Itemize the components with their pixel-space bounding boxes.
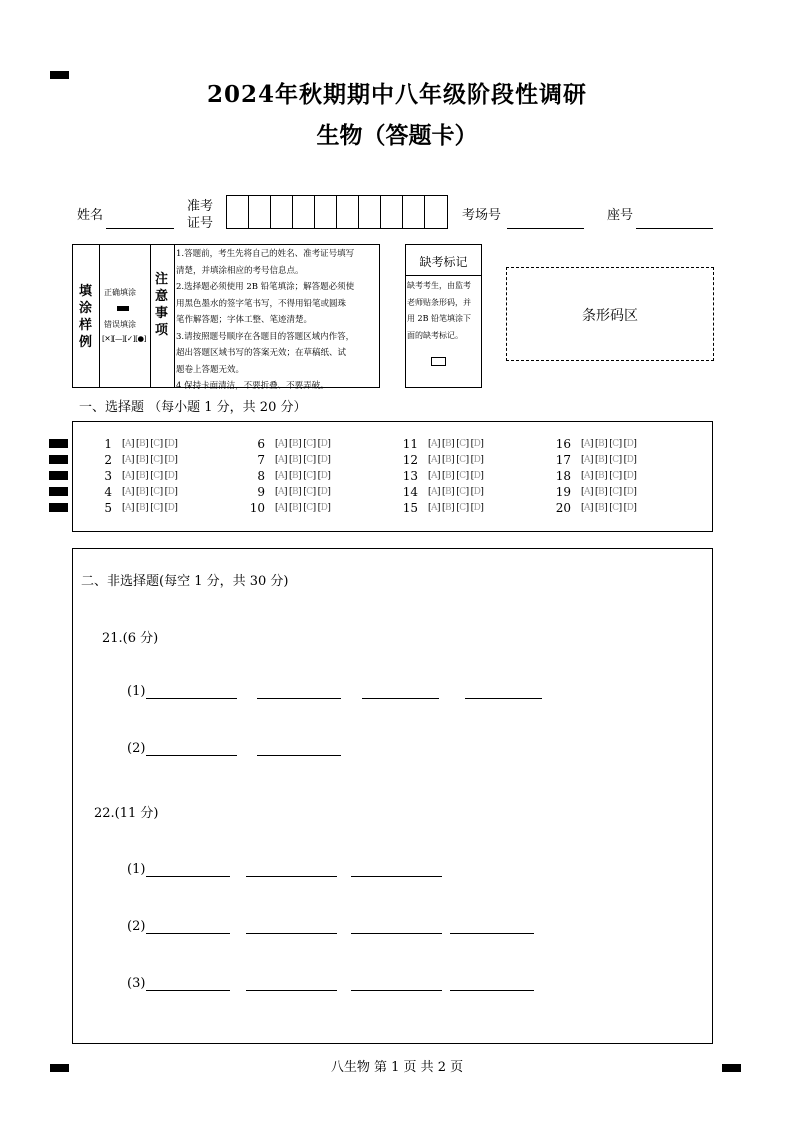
correct-fill-sample [117,306,129,311]
answer-bubble[interactable]: [A] [428,439,441,449]
wrong-fill-sample: [✕][—][✓][●] [102,334,147,343]
page-footer: 八生物 第 1 页 共 2 页 [330,1060,464,1075]
answer-bubble[interactable]: [D] [623,503,637,513]
timing-mark-row-1 [49,439,68,448]
answer-bubble[interactable]: [A] [428,503,441,513]
answer-bubble[interactable]: [A] [581,439,594,449]
question-number: 8 [257,469,265,483]
choice-question-row [243,501,332,515]
q21-1-blank[interactable] [257,698,341,699]
choice-question-row [90,437,179,451]
question-number: 3 [104,469,112,483]
q21-part2-label: (2) [127,741,146,756]
section1-title: 一、选择题 （每小题 1 分，共 20 分） [79,400,307,415]
notice-label: 注 意 事 项 [155,272,169,338]
answer-bubble[interactable]: [D] [623,455,637,465]
choice-question-row [243,437,332,451]
page-title: 2024年秋期期中八年级阶段性调研 [206,81,587,108]
answer-bubble[interactable]: [D] [164,439,178,449]
answer-bubble[interactable]: [A] [428,487,441,497]
answer-bubble[interactable]: [C] [150,455,163,465]
answer-bubble[interactable]: [D] [164,471,178,481]
question-number: 10 [249,501,265,515]
answer-bubble[interactable]: [A] [581,455,594,465]
answer-bubble[interactable]: [B] [442,503,455,513]
choice-question-row [396,437,485,451]
answer-bubble[interactable]: [A] [122,455,135,465]
exam-id-cell[interactable] [315,196,337,228]
q22-1-blank[interactable] [246,876,337,877]
answer-bubble[interactable]: [B] [442,439,455,449]
exam-id-grid[interactable] [226,195,448,229]
answer-bubble[interactable]: [C] [303,471,316,481]
choice-question-row [549,469,638,483]
answer-bubble[interactable]: [D] [317,439,331,449]
answer-bubble[interactable]: [D] [164,455,178,465]
answer-bubble[interactable]: [C] [150,471,163,481]
q22-part3-label: (3) [127,976,146,991]
q21-1-blank[interactable] [362,698,439,699]
choice-question-row [90,453,179,467]
answer-bubble[interactable]: [A] [428,471,441,481]
q22-2-blank[interactable] [146,933,230,934]
q21-2-blank[interactable] [146,755,237,756]
answer-bubble[interactable]: [D] [317,455,331,465]
q22-2-blank[interactable] [351,933,442,934]
correct-fill-label: 正确填涂 [104,288,136,297]
name-field[interactable] [106,228,174,229]
answer-bubble[interactable]: [C] [303,439,316,449]
q21-part1-label: (1) [127,684,146,699]
q22-2-blank[interactable] [246,933,337,934]
question-number: 17 [555,453,571,467]
question-number: 12 [402,453,418,467]
answer-bubble[interactable]: [A] [122,439,135,449]
answer-bubble[interactable]: [A] [122,487,135,497]
exam-id-cell[interactable] [403,196,425,228]
page-subtitle: 生物（答题卡） [316,122,478,149]
name-label: 姓名 [77,208,104,223]
answer-bubble[interactable]: [A] [275,503,288,513]
choice-question-row [243,485,332,499]
answer-bubble[interactable]: [D] [470,471,484,481]
answer-bubble[interactable]: [C] [150,503,163,513]
q21-2-blank[interactable] [257,755,341,756]
choice-question-row [396,453,485,467]
id-label-line2: 证号 [187,216,214,231]
answer-bubble[interactable]: [C] [303,487,316,497]
answer-bubble[interactable]: [B] [289,503,302,513]
choice-question-row [396,501,485,515]
q22-label: 22.(11 分) [94,806,159,821]
q22-part2-label: (2) [127,919,146,934]
question-number: 19 [555,485,571,499]
answer-bubble[interactable]: [A] [428,455,441,465]
answer-bubble[interactable]: [B] [136,487,149,497]
choice-question-row [243,469,332,483]
question-number: 13 [402,469,418,483]
q22-3-blank[interactable] [246,990,337,991]
answer-bubble[interactable]: [D] [470,503,484,513]
answer-bubble[interactable]: [B] [595,487,608,497]
answer-bubble[interactable]: [C] [609,471,622,481]
answer-bubble[interactable]: [D] [164,503,178,513]
q22-2-blank[interactable] [450,933,534,934]
answer-bubble[interactable]: [A] [275,455,288,465]
q22-3-blank[interactable] [450,990,534,991]
answer-bubble[interactable]: [C] [303,455,316,465]
id-label-line1: 准考 [187,199,214,214]
answer-bubble[interactable]: [B] [595,471,608,481]
answer-bubble[interactable]: [D] [470,487,484,497]
question-number: 14 [402,485,418,499]
absent-text: 缺考考生，由监考 老师贴条形码，并 用 2B 铅笔填涂下 面的缺考标记。 [407,281,472,340]
question-number: 11 [402,437,418,451]
question-number: 18 [555,469,571,483]
answer-bubble[interactable]: [D] [470,455,484,465]
timing-mark-row-4 [49,487,68,496]
question-number: 5 [104,501,112,515]
seat-label: 座号 [607,208,634,223]
absent-title: 缺考标记 [419,255,468,269]
q21-label: 21.(6 分) [102,631,159,646]
question-number: 6 [257,437,265,451]
exam-id-cell[interactable] [293,196,315,228]
answer-bubble[interactable]: [D] [623,439,637,449]
fill-example-label: 填 涂 样 例 [79,284,93,350]
answer-bubble[interactable]: [A] [275,471,288,481]
answer-bubble[interactable]: [D] [164,487,178,497]
answer-bubble[interactable]: [D] [623,471,637,481]
answer-bubble[interactable]: [C] [609,455,622,465]
exam-id-cell[interactable] [271,196,293,228]
q21-1-blank[interactable] [465,698,542,699]
answer-bubble[interactable]: [B] [595,503,608,513]
choice-question-row [549,453,638,467]
answer-bubble[interactable]: [C] [456,487,469,497]
seat-field[interactable] [636,228,713,229]
answer-bubble[interactable]: [A] [122,471,135,481]
answer-bubble[interactable]: [C] [456,455,469,465]
exam-id-cell[interactable] [425,196,447,228]
answer-bubble[interactable]: [A] [581,503,594,513]
answer-bubble[interactable]: [B] [136,471,149,481]
instruction-box [72,244,380,391]
answer-bubble[interactable]: [B] [442,487,455,497]
question-number: 15 [402,501,418,515]
question-number: 1 [104,437,112,451]
answer-bubble[interactable]: [C] [456,503,469,513]
wrong-fill-label: 错误填涂 [104,320,136,329]
question-number: 7 [257,453,265,467]
choice-question-row [90,469,179,483]
exam-id-cell[interactable] [249,196,271,228]
q22-1-blank[interactable] [146,876,230,877]
q22-3-blank[interactable] [351,990,442,991]
answer-bubble[interactable]: [C] [150,439,163,449]
choice-question-row [90,501,179,515]
answer-bubble[interactable]: [B] [289,487,302,497]
nonchoice-box [72,548,713,1044]
choice-question-row [549,501,638,515]
answer-bubble[interactable]: [C] [303,503,316,513]
answer-bubble[interactable]: [B] [595,439,608,449]
answer-bubble[interactable]: [D] [623,487,637,497]
q22-part1-label: (1) [127,862,146,877]
question-number: 20 [555,501,571,515]
notice-text: 1.答题前，考生先将自己的姓名、准考证号填写 清楚，并填涂相应的考号信息点。 2.选择题必须使用 2B 铅笔填涂；解答题必须使 用黑色墨水的签字笔书写，不得用铅笔或圆珠 笔作解答题；字体工整、笔迹清楚。 3.请按照题号顺序在各题目的答题区域内作答， 超出答题区域书写的答案无效；在草稿纸、试 题卷上答题无效。 4.保持卡面清洁，不要折叠、不要弄破。 [176,249,355,391]
answer-bubble[interactable]: [A] [581,471,594,481]
choice-question-row [549,485,638,499]
absent-checkbox[interactable] [431,357,446,366]
answer-bubble[interactable]: [B] [442,455,455,465]
answer-bubble[interactable]: [A] [275,439,288,449]
question-number: 16 [555,437,571,451]
answer-bubble[interactable]: [A] [122,503,135,513]
answer-bubble[interactable]: [D] [317,503,331,513]
exam-id-cell[interactable] [359,196,381,228]
answer-bubble[interactable]: [B] [136,503,149,513]
choice-question-row [243,453,332,467]
absent-box [405,244,482,388]
exam-id-cell[interactable] [227,196,249,228]
barcode-label: 条形码区 [582,308,638,324]
answer-bubble[interactable]: [B] [442,471,455,481]
choice-question-row [90,485,179,499]
answer-bubble[interactable]: [A] [581,487,594,497]
answer-bubble[interactable]: [B] [289,471,302,481]
answer-bubble[interactable]: [C] [150,487,163,497]
exam-id-cell[interactable] [381,196,403,228]
q22-1-blank[interactable] [351,876,442,877]
answer-bubble[interactable]: [D] [470,439,484,449]
question-number: 9 [257,485,265,499]
answer-bubble[interactable]: [C] [609,503,622,513]
timing-mark-row-3 [49,471,68,480]
timing-mark-row-5 [49,503,68,512]
answer-bubble[interactable]: [B] [289,455,302,465]
q21-1-blank[interactable] [146,698,237,699]
answer-bubble[interactable]: [C] [609,487,622,497]
choice-question-row [549,437,638,451]
answer-bubble[interactable]: [C] [456,439,469,449]
section2-title: 二、非选择题(每空 1 分，共 30 分) [81,574,289,589]
answer-bubble[interactable]: [A] [275,487,288,497]
barcode-area [506,267,714,361]
answer-bubble[interactable]: [C] [456,471,469,481]
room-field[interactable] [507,228,584,229]
answer-bubble[interactable]: [B] [595,455,608,465]
question-number: 4 [104,485,112,499]
answer-bubble[interactable]: [D] [317,487,331,497]
choice-question-row [396,469,485,483]
room-label: 考场号 [462,208,502,223]
answer-bubble[interactable]: [B] [289,439,302,449]
answer-bubble[interactable]: [B] [136,439,149,449]
exam-id-cell[interactable] [337,196,359,228]
answer-bubble[interactable]: [B] [136,455,149,465]
choice-question-row [396,485,485,499]
answer-bubble[interactable]: [D] [317,471,331,481]
answer-bubble[interactable]: [C] [609,439,622,449]
q22-3-blank[interactable] [146,990,230,991]
question-number: 2 [104,453,112,467]
timing-mark-row-2 [49,455,68,464]
